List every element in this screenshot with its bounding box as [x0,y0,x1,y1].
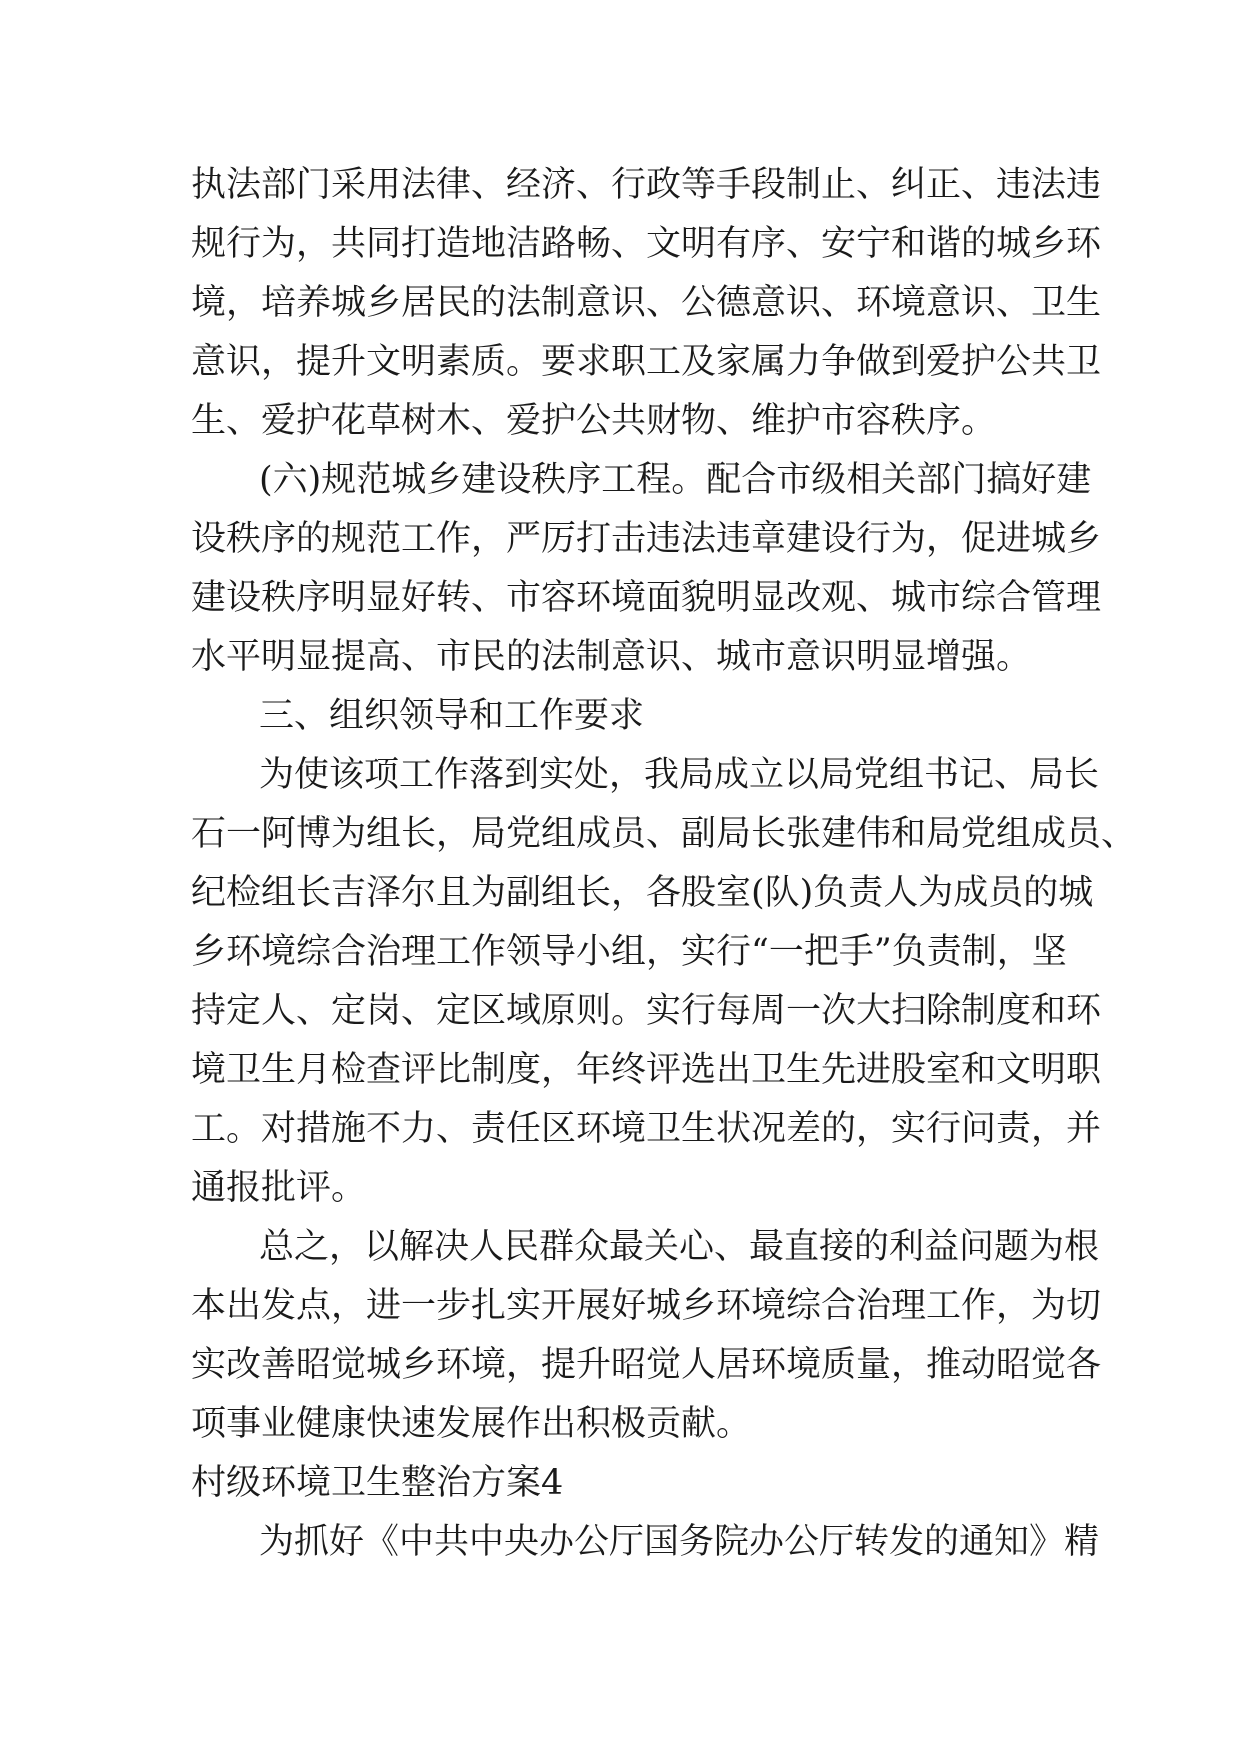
body-line: 水平明显提高、市民的法制意识、城市意识明显增强。 [191,637,1032,677]
body-line: 工。对措施不力、责任区环境卫生状况差的，实行问责，并 [191,1109,1102,1149]
body-line: 境，培养城乡居民的法制意识、公德意识、环境意识、卫生 [191,283,1102,323]
paragraph-start-line: 总之，以解决人民群众最关心、最直接的利益问题为根 [259,1227,1100,1267]
body-line: 规行为，共同打造地洁路畅、文明有序、安宁和谐的城乡环 [191,224,1102,264]
paragraph-start-line: 为使该项工作落到实处，我局成立以局党组书记、局长 [259,755,1100,795]
document-page [191,156,1137,1572]
body-line: 持定人、定岗、定区域原则。实行每周一次大扫除制度和环 [191,991,1102,1031]
body-line: 纪检组长吉泽尔且为副组长，各股室(队)负责人为成员的城 [191,873,1094,913]
body-line: 境卫生月检查评比制度，年终评选出卫生先进股室和文明职 [191,1050,1102,1090]
body-line: 本出发点，进一步扎实开展好城乡环境综合治理工作，为切 [191,1286,1102,1326]
body-line: 项事业健康快速发展作出积极贡献。 [191,1404,752,1444]
paragraph-start-line: (六)规范城乡建设秩序工程。配合市级相关部门搞好建 [259,460,1092,500]
section-heading: 三、组织领导和工作要求 [259,696,645,736]
body-line: 石一阿博为组长，局党组成员、副局长张建伟和局党组成员、 [191,814,1137,854]
body-line: 执法部门采用法律、经济、行政等手段制止、纠正、违法违 [191,165,1102,205]
body-line: 建设秩序明显好转、市容环境面貌明显改观、城市综合管理 [191,578,1102,618]
body-line: 乡环境综合治理工作领导小组，实行“一把手”负责制，坚 [191,932,1067,972]
body-line: 实改善昭觉城乡环境，提升昭觉人居环境质量，推动昭觉各 [191,1345,1102,1385]
body-line: 生、爱护花草树木、爱护公共财物、维护市容秩序。 [191,401,997,441]
body-line: 设秩序的规范工作，严厉打击违法违章建设行为，促进城乡 [191,519,1102,559]
document-title: 村级环境卫生整治方案4 [191,1463,564,1503]
body-line: 通报批评。 [191,1168,367,1208]
body-line: 意识，提升文明素质。要求职工及家属力争做到爱护公共卫 [191,342,1102,382]
paragraph-start-line: 为抓好《中共中央办公厅国务院办公厅转发的通知》精 [259,1522,1100,1562]
